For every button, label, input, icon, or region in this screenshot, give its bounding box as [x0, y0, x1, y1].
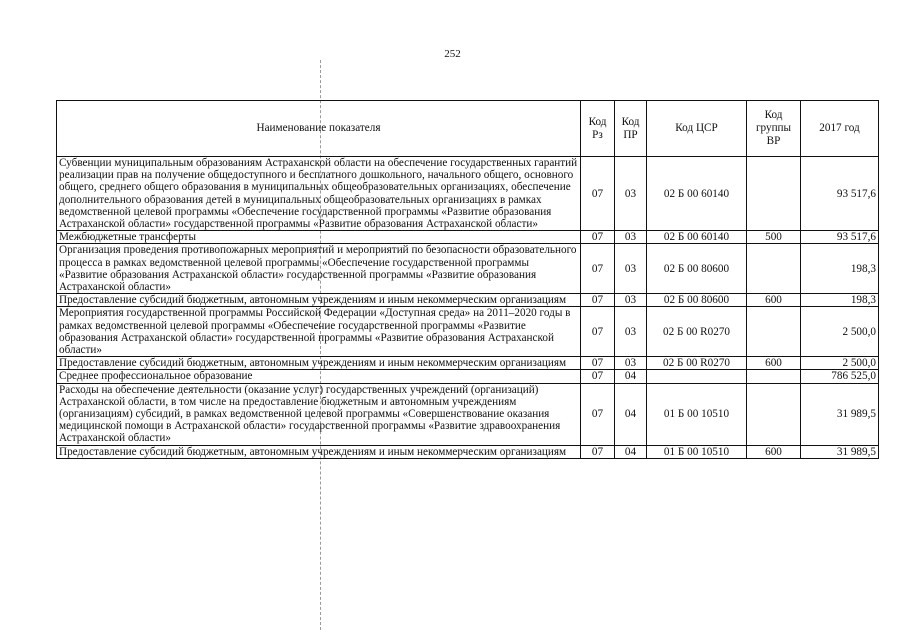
row-csr: 02 Б 00 R0270 — [647, 357, 747, 370]
row-vr: 600 — [747, 294, 801, 307]
header-rz-line2: Рз — [592, 128, 603, 141]
row-vr — [747, 370, 801, 383]
row-name: Предоставление субсидий бюджетным, автономным учреждениям и иным некоммерческим организациям — [57, 357, 581, 370]
row-amount: 198,3 — [801, 244, 879, 294]
row-amount: 31 989,5 — [801, 445, 879, 458]
table-row — [57, 244, 879, 294]
row-name: Расходы на обеспечение деятельности (оказание услуг) государственных учреждений (организаций) Астраханской области, в том числе на предоставление бюджетным и автономным учреждениям (организациям) субсидий, в рамках ведомственной целевой программы «Совершенствование оказания медицинской помощи в Астраханской области» государственной программы «Развитие здравоохранения Астраханской области» — [57, 383, 581, 445]
table-row — [57, 445, 879, 458]
header-year-label: 2017 год — [819, 122, 860, 134]
table-header-row — [57, 101, 879, 157]
header-vr — [747, 101, 801, 157]
row-rz: 07 — [581, 370, 615, 383]
row-vr — [747, 157, 801, 231]
header-name-label: Наименование показателя — [256, 122, 381, 134]
header-vr-line3: ВР — [766, 135, 781, 147]
row-csr — [647, 370, 747, 383]
header-year — [801, 101, 879, 157]
row-csr: 01 Б 00 10510 — [647, 383, 747, 445]
row-pr: 04 — [615, 370, 647, 383]
row-name: Межбюджетные трансферты — [57, 231, 581, 244]
header-rz-line1: Код — [588, 115, 607, 128]
row-name: Среднее профессиональное образование — [57, 370, 581, 383]
row-pr: 03 — [615, 244, 647, 294]
table-row — [57, 294, 879, 307]
row-vr — [747, 383, 801, 445]
header-name — [57, 101, 581, 157]
row-rz: 07 — [581, 244, 615, 294]
row-pr: 04 — [615, 445, 647, 458]
header-pr-line1: Код — [621, 115, 640, 128]
row-name: Организация проведения противопожарных мероприятий и мероприятий по безопасности образовательного процесса в рамках ведомственной целевой программы «Обеспечение государственной программы «Развитие образования Астраханской области» государственной программы «Развитие образования Астраханской области» — [57, 244, 581, 294]
row-pr: 03 — [615, 231, 647, 244]
row-amount: 198,3 — [801, 294, 879, 307]
table-row — [57, 231, 879, 244]
row-amount: 31 989,5 — [801, 383, 879, 445]
table-row — [57, 357, 879, 370]
row-pr: 03 — [615, 157, 647, 231]
table-row — [57, 157, 879, 231]
row-pr: 03 — [615, 294, 647, 307]
page-number: 252 — [444, 48, 461, 60]
row-csr: 02 Б 00 R0270 — [647, 307, 747, 357]
header-rz — [581, 101, 615, 157]
row-amount: 2 500,0 — [801, 307, 879, 357]
row-pr: 04 — [615, 383, 647, 445]
row-amount: 93 517,6 — [801, 231, 879, 244]
row-rz: 07 — [581, 383, 615, 445]
table-row — [57, 307, 879, 357]
row-vr: 500 — [747, 231, 801, 244]
budget-table — [56, 100, 879, 459]
header-pr — [615, 101, 647, 157]
row-csr: 02 Б 00 80600 — [647, 244, 747, 294]
row-vr — [747, 244, 801, 294]
row-name: Субвенции муниципальным образованиям Астраханской области на обеспечение государственных гарантий реализации прав на получение общедоступного и бесплатного дошкольного, начального общего, основного общего, среднего общего образования в муниципальных общеобразовательных организациях, обеспечение дополнительного образования детей в муниципальных общеобразовательных организациях в рамках ведомственной целевой программы «Обеспечение государственной программы «Развитие образования Астраханской области» государственной программы «Развитие образования Астраханской области» — [57, 157, 581, 231]
row-vr: 600 — [747, 445, 801, 458]
row-vr — [747, 307, 801, 357]
row-rz: 07 — [581, 307, 615, 357]
row-name: Мероприятия государственной программы Российской Федерации «Доступная среда» на 2011–2020 годы в рамках ведомственной целевой программы «Обеспечение государственной программы «Развитие образования Астраханской области» государственной программы «Развитие образования Астраханской области» — [57, 307, 581, 357]
row-name: Предоставление субсидий бюджетным, автономным учреждениям и иным некоммерческим организациям — [57, 445, 581, 458]
row-amount: 93 517,6 — [801, 157, 879, 231]
row-rz: 07 — [581, 294, 615, 307]
row-vr: 600 — [747, 357, 801, 370]
row-rz: 07 — [581, 445, 615, 458]
row-csr: 02 Б 00 60140 — [647, 157, 747, 231]
table-row — [57, 383, 879, 445]
row-rz: 07 — [581, 231, 615, 244]
row-csr: 02 Б 00 60140 — [647, 231, 747, 244]
row-rz: 07 — [581, 157, 615, 231]
row-csr: 01 Б 00 10510 — [647, 445, 747, 458]
row-name: Предоставление субсидий бюджетным, автономным учреждениям и иным некоммерческим организациям — [57, 294, 581, 307]
table-row — [57, 370, 879, 383]
row-pr: 03 — [615, 357, 647, 370]
row-pr: 03 — [615, 307, 647, 357]
header-csr — [647, 101, 747, 157]
header-csr-label: Код ЦСР — [675, 122, 718, 134]
row-amount: 2 500,0 — [801, 357, 879, 370]
header-pr-line2: ПР — [623, 128, 638, 141]
row-amount: 786 525,0 — [801, 370, 879, 383]
row-rz: 07 — [581, 357, 615, 370]
row-csr: 02 Б 00 80600 — [647, 294, 747, 307]
header-vr-line2: группы — [755, 122, 792, 134]
header-vr-line1: Код — [764, 109, 783, 121]
